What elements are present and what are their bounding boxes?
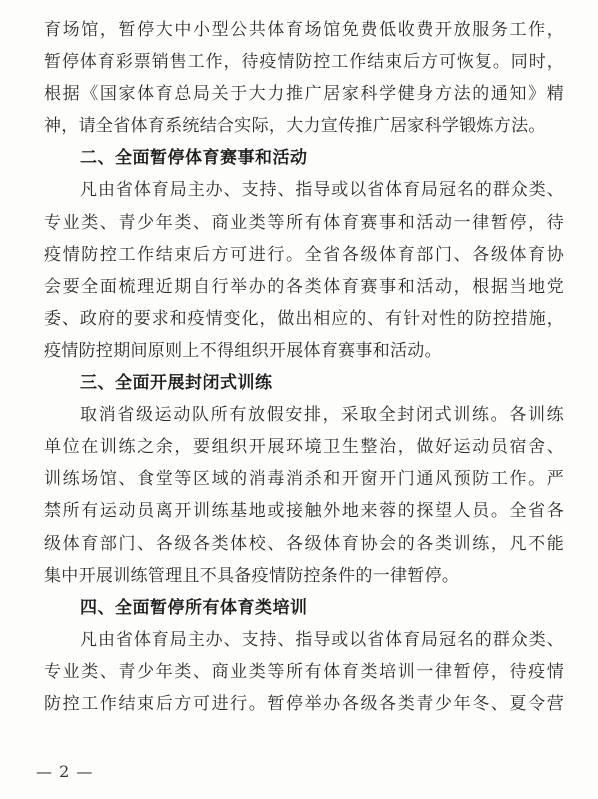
text-line: 级体育部门、各级各类体校、各级体育协会的各类训练，凡不能 [44, 533, 564, 554]
text-line: 疫情防控期间原则上不得组织开展体育赛事和活动。 [44, 340, 442, 361]
page-number: — 2 — [36, 762, 94, 781]
text-line: 暂停体育彩票销售工作，待疫情防控工作结束后方可恢复。同时， [44, 52, 564, 73]
text-line: 会要全面梳理近期自行举办的各类体育赛事和活动，根据当地党 [44, 276, 564, 297]
text-line: 防控工作结束后方可进行。暂停举办各级各类青少年冬、夏令营 [44, 693, 564, 714]
section-heading-3: 三、全面开展封闭式训练 [80, 373, 273, 394]
text-line: 专业类、青少年类、商业类等所有体育类培训一律暂停，待疫情 [44, 661, 564, 682]
text-line: 凡由省体育局主办、支持、指导或以省体育局冠名的群众类、 [80, 180, 564, 201]
section-heading-4: 四、全面暂停所有体育类培训 [80, 597, 308, 618]
text-line: 取消省级运动队所有放假安排，采取全封闭式训练。各训练 [80, 405, 564, 426]
text-line: 集中开展训练管理且不具备疫情防控条件的一律暂停。 [44, 565, 460, 586]
document-body [44, 14, 564, 720]
text-line: 训练场馆、食堂等区域的消毒消杀和开窗开门通风预防工作。严 [44, 469, 564, 490]
text-line: 育场馆，暂停大中小型公共体育场馆免费低收费开放服务工作， [44, 20, 564, 40]
text-line: 根据《国家体育总局关于大力推广居家科学健身方法的通知》精 [44, 84, 564, 105]
text-line: 单位在训练之余，要组织开展环境卫生整治，做好运动员宿舍、 [44, 437, 564, 458]
text-line: 凡由省体育局主办、支持、指导或以省体育局冠名的群众类、 [80, 629, 564, 650]
text-line: 神，请全省体育系统结合实际，大力宣传推广居家科学锻炼方法。 [44, 116, 546, 137]
text-line: 委、政府的要求和疫情变化，做出相应的、有针对性的防控措施， [44, 308, 564, 329]
text-line: 疫情防控工作结束后方可进行。全省各级体育部门、各级体育协 [44, 244, 564, 265]
section-heading-2: 二、全面暂停体育赛事和活动 [80, 148, 308, 169]
text-line: 专业类、青少年类、商业类等所有体育赛事和活动一律暂停，待 [44, 212, 564, 233]
text-line: 禁所有运动员离开训练基地或接触外地来蓉的探望人员。全省各 [44, 501, 564, 522]
